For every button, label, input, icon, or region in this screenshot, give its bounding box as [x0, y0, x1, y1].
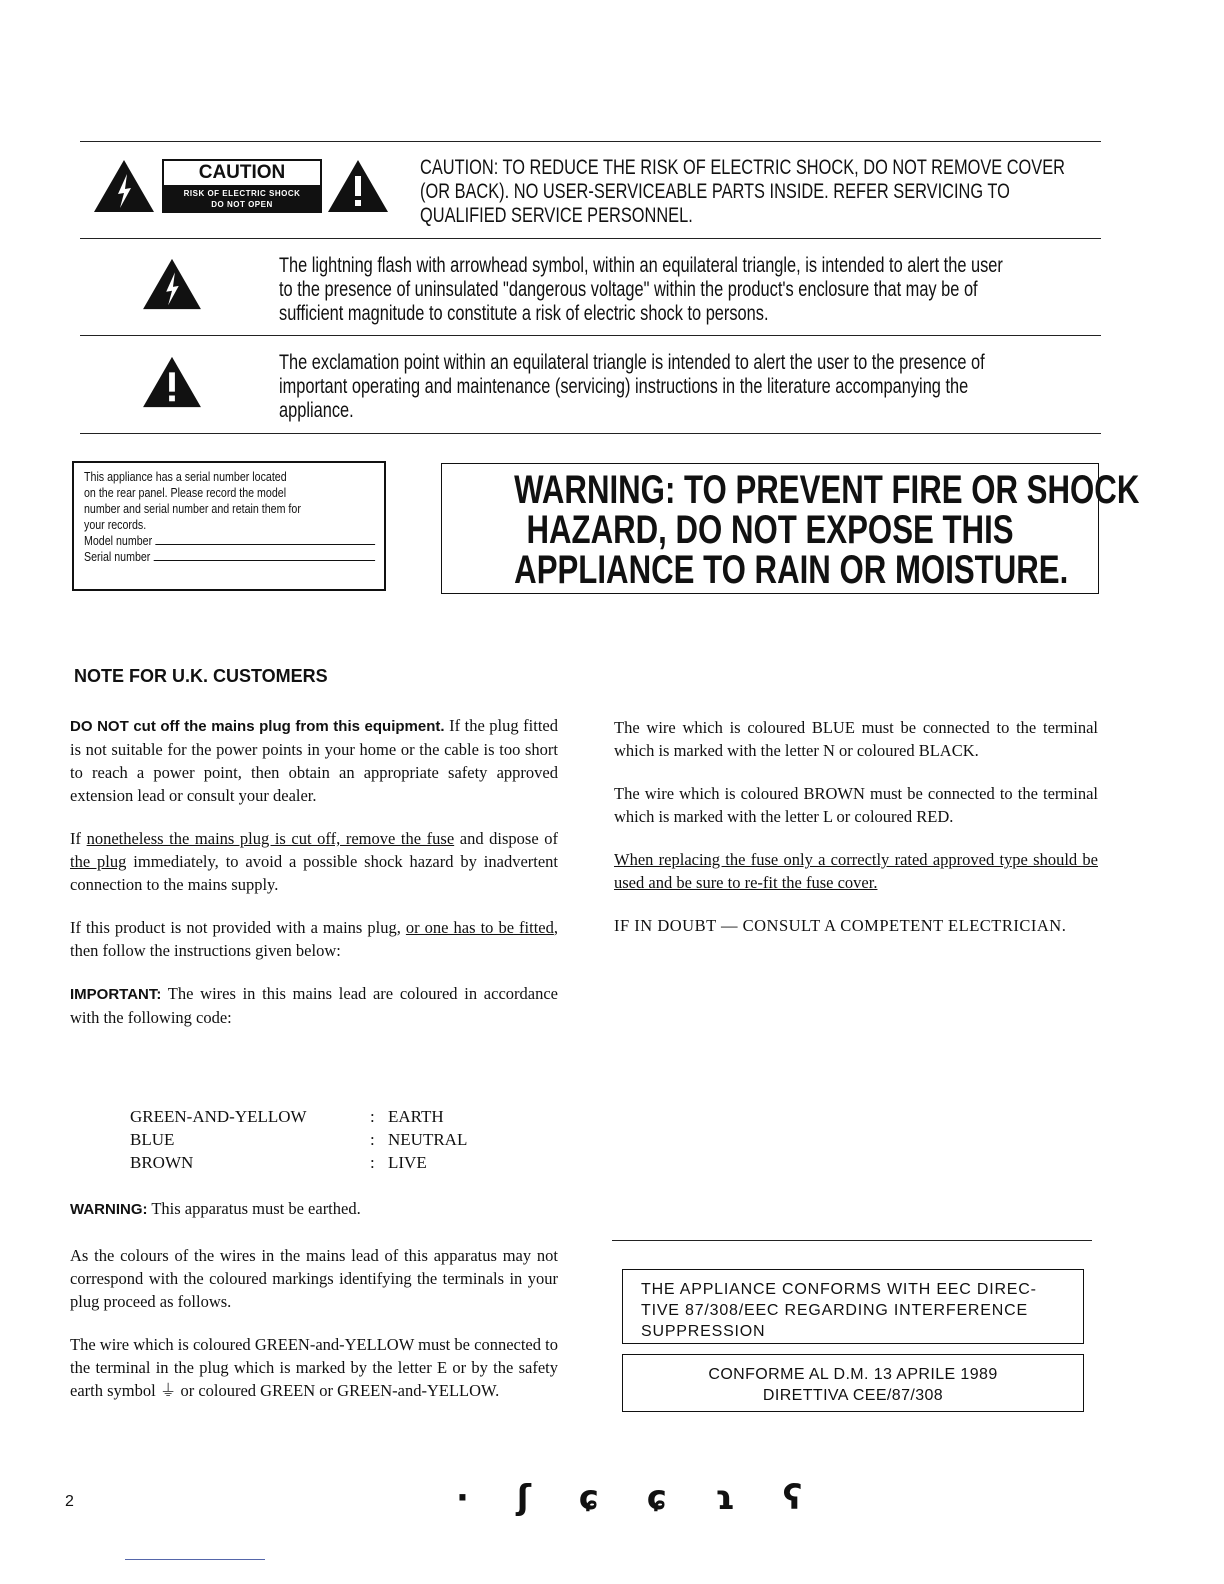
right-paragraph-2: The wire which is coloured BROWN must be connected to the terminal which is marked with the letter L or coloured RED.	[614, 784, 1098, 826]
serial-line3: number and serial number and retain them for	[84, 501, 301, 516]
code-meaning: NEUTRAL	[388, 1130, 468, 1149]
left-p5-rest: This apparatus must be earthed.	[147, 1199, 361, 1218]
caution-label-line1: RISK OF ELECTRIC SHOCK	[183, 189, 301, 198]
table-row	[130, 1151, 467, 1174]
left-paragraph-4	[70, 982, 558, 1029]
caution-text	[420, 156, 1099, 228]
section-title: NOTE FOR U.K. CUSTOMERS	[74, 666, 328, 686]
code-wire: GREEN-AND-YELLOW	[130, 1107, 307, 1126]
warning-line2: HAZARD, DO NOT EXPOSE THIS	[526, 508, 1014, 552]
code-wire: BLUE	[130, 1130, 175, 1149]
it-line2: DIRETTIVA CEE/87/308	[762, 1387, 944, 1404]
serial-number-label: Serial number	[84, 549, 151, 564]
code-sep: :	[370, 1107, 375, 1126]
exclamation-line1: The exclamation point within an equilateral triangle is intended to alert the user to the presence of	[279, 351, 985, 374]
left-p7-b: or coloured GREEN or GREEN-and-YELLOW.	[176, 1381, 500, 1400]
exclamation-line2: important operating and maintenance (servicing) instructions in the literature accompanying the	[279, 375, 969, 398]
code-sep: :	[370, 1153, 375, 1172]
left-p2-underline-1: nonetheless the mains plug is cut off, remove the fuse	[86, 829, 455, 848]
lightning-line3: sufficient magnitude to constitute a risk of electric shock to persons.	[279, 302, 769, 325]
caution-text-line3: QUALIFIED SERVICE PERSONNEL.	[420, 204, 693, 227]
caution-text-line1: CAUTION: TO REDUCE THE RISK OF ELECTRIC SHOCK, DO NOT REMOVE COVER	[420, 156, 1065, 179]
model-number-field[interactable]	[84, 533, 375, 549]
table-row	[130, 1105, 467, 1128]
eec-box	[622, 1269, 1084, 1344]
lightning-triangle-icon	[141, 257, 203, 311]
right-paragraph-3: When replacing the fuse only a correctly rated approved type should be used and be sure to re-fit the fuse cover.	[614, 850, 1098, 892]
left-p3-b: , then follow the instructions given below:	[70, 918, 558, 960]
wire-colour-code-table	[130, 1105, 467, 1174]
left-p2-underline-2: the plug	[70, 852, 127, 871]
left-column-lower	[70, 1197, 558, 1422]
left-paragraph-3	[70, 916, 558, 962]
lightning-line2: to the presence of uninsulated "dangerous voltage" within the product's enclosure that may be of	[279, 278, 978, 301]
serial-line2: on the rear panel. Please record the model	[84, 485, 287, 500]
left-paragraph-2	[70, 827, 558, 896]
right-paragraph-4: IF IN DOUBT — CONSULT A COMPETENT ELECTRICIAN.	[614, 916, 1067, 935]
table-row	[130, 1128, 467, 1151]
lightning-line1: The lightning flash with arrowhead symbol, within an equilateral triangle, is intended to alert the user	[279, 254, 1003, 277]
right-column	[614, 716, 1098, 957]
code-wire: BROWN	[130, 1153, 194, 1172]
left-paragraph-6: As the colours of the wires in the mains lead of this apparatus may not correspond with the coloured markings identifying the terminals in your plug proceed as follows.	[70, 1246, 558, 1311]
left-paragraph-1	[70, 714, 558, 807]
eec-line3: SUPPRESSION	[641, 1323, 766, 1340]
left-p2-c: immediately, to avoid a possible shock hazard by inadvertent connection to the mains supply.	[70, 852, 558, 894]
rule-2	[80, 238, 1101, 239]
eec-line2: TIVE 87/308/EEC REGARDING INTERFERENCE	[641, 1302, 1028, 1319]
warning-box	[441, 463, 1140, 594]
it-line1: CONFORME AL D.M. 13 APRILE 1989	[708, 1366, 998, 1383]
left-p5-bold: WARNING:	[70, 1201, 148, 1218]
code-meaning: EARTH	[388, 1107, 444, 1126]
eec-line1: THE APPLIANCE CONFORMS WITH EEC DIREC-	[641, 1281, 1037, 1298]
caution-label-subtitle	[162, 185, 322, 213]
left-p1-rest: If the plug fitted is not suitable for the power points in your home or the cable is too short to reach a power point, then obtain an appropriate safety approved extension lead or consult your dealer.	[70, 716, 558, 805]
caution-text-line2: (OR BACK). NO USER-SERVICEABLE PARTS INSIDE. REFER SERVICING TO	[420, 180, 1010, 203]
exclamation-line3: appliance.	[279, 399, 354, 422]
code-meaning: LIVE	[388, 1153, 427, 1172]
model-number-label: Model number	[84, 533, 153, 548]
italian-box	[622, 1354, 1084, 1412]
rule-3	[80, 335, 1101, 336]
exclamation-triangle-icon	[141, 355, 203, 409]
left-p2-a: If	[70, 829, 87, 848]
page-number: 2	[65, 1493, 74, 1510]
left-p4-rest: The wires in this mains lead are coloured in accordance with the following code:	[70, 984, 558, 1027]
lightning-triangle-icon	[92, 158, 156, 214]
footer-rule	[125, 1559, 265, 1560]
left-paragraph-7	[70, 1333, 558, 1402]
warning-line3: APPLIANCE TO RAIN OR MOISTURE.	[514, 548, 1069, 592]
left-paragraph-5	[70, 1197, 558, 1221]
serial-number-field[interactable]	[84, 549, 375, 565]
left-column	[70, 714, 558, 1049]
top-rule	[80, 141, 1101, 142]
caution-label-line2: DO NOT OPEN	[211, 200, 273, 209]
left-p3-a: If this product is not provided with a mains plug,	[70, 918, 406, 937]
rule-4	[80, 433, 1101, 434]
right-paragraph-1: The wire which is coloured BLUE must be connected to the terminal which is marked with the letter N or coloured BLACK.	[614, 718, 1098, 760]
exclamation-triangle-icon	[326, 158, 390, 214]
serial-line4: your records.	[84, 517, 147, 532]
caution-label-title: CAUTION	[162, 159, 322, 185]
left-p7-a: The wire which is coloured GREEN-and-YELLOW must be connected to the terminal in the plug which is marked by the letter E or by the safety earth symbol	[70, 1335, 558, 1400]
left-p4-bold: IMPORTANT:	[70, 986, 162, 1003]
eec-rule	[612, 1240, 1092, 1241]
earth-symbol-icon: ⏚	[159, 1381, 177, 1400]
code-sep: :	[370, 1130, 375, 1149]
serial-line1: This appliance has a serial number located	[84, 469, 287, 484]
left-p1-bold: DO NOT cut off the mains plug from this equipment.	[70, 718, 445, 735]
lightning-description	[279, 254, 1082, 326]
left-p3-underline: or one has to be fitted	[405, 918, 554, 937]
left-p2-b: and dispose of	[454, 829, 558, 848]
serial-number-box	[72, 461, 386, 591]
caution-label	[162, 159, 322, 213]
handwritten-mark: · ʃ ɕ ɕ ɿ ʕ	[456, 1478, 821, 1518]
exclamation-description	[279, 351, 1082, 423]
warning-line1: WARNING: TO PREVENT FIRE OR SHOCK	[514, 468, 1140, 512]
